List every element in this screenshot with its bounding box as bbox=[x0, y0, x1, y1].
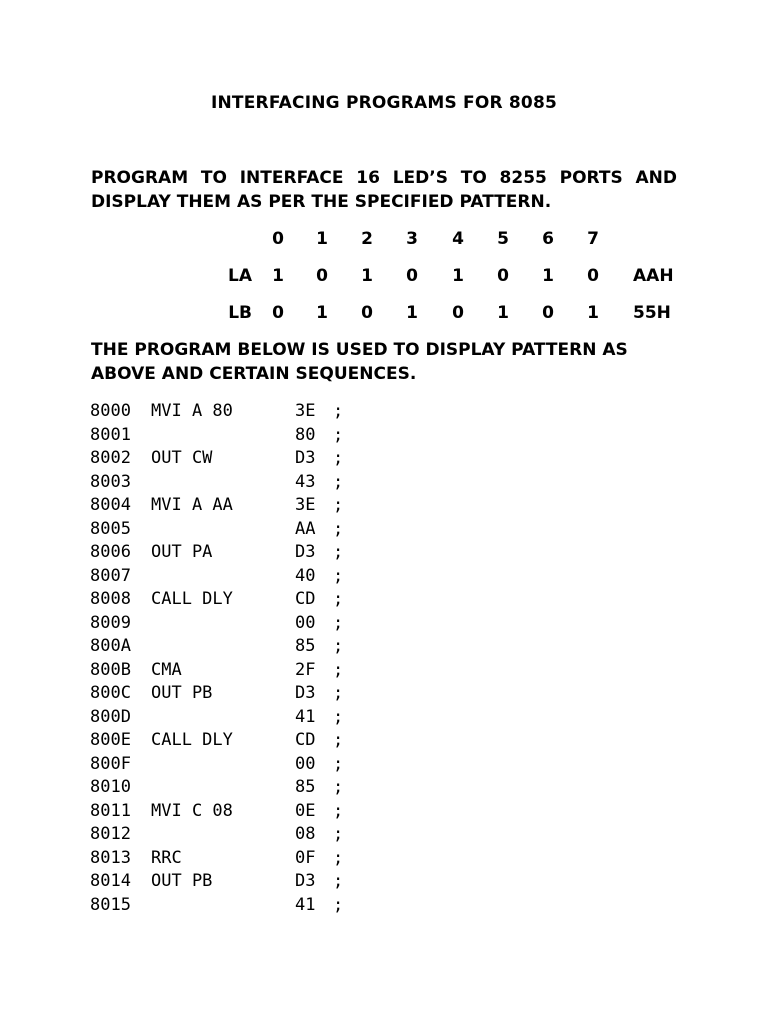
listing-opcode: 3E bbox=[295, 495, 316, 515]
bit-index: 2 bbox=[361, 229, 373, 249]
bit-value: 1 bbox=[497, 303, 509, 323]
listing-comment: ; bbox=[333, 542, 344, 562]
listing-comment: ; bbox=[333, 730, 344, 750]
listing-comment: ; bbox=[333, 401, 344, 421]
listing-address: 8000 bbox=[90, 401, 131, 421]
bit-value: 1 bbox=[406, 303, 418, 323]
listing-instruction: MVI C 08 bbox=[151, 800, 233, 821]
intro-line-1: PROGRAM TO INTERFACE 16 LED’S TO 8255 PORTS AND bbox=[91, 168, 677, 188]
intro-line-2: DISPLAY THEM AS PER THE SPECIFIED PATTERN. bbox=[91, 192, 552, 212]
listing-opcode: 41 bbox=[295, 894, 316, 915]
listing-comment: ; bbox=[333, 518, 344, 539]
listing-address: 8005 bbox=[90, 518, 131, 539]
listing-comment: ; bbox=[333, 471, 344, 492]
listing-instruction: CMA bbox=[151, 659, 182, 680]
bit-value: 0 bbox=[542, 303, 554, 323]
listing-comment: ; bbox=[333, 565, 344, 586]
listing-opcode: 43 bbox=[295, 471, 316, 492]
bit-value: 1 bbox=[316, 303, 328, 323]
listing-comment: ; bbox=[333, 589, 344, 609]
bit-value: 0 bbox=[316, 266, 328, 286]
listing-instruction: OUT PA bbox=[151, 542, 213, 562]
listing-instruction: CALL DLY bbox=[151, 730, 233, 750]
listing-instruction: OUT PB bbox=[151, 871, 213, 891]
listing-address: 8011 bbox=[90, 800, 131, 821]
listing-comment: ; bbox=[333, 448, 344, 468]
listing-opcode: 08 bbox=[295, 824, 316, 844]
intro-paragraph bbox=[91, 166, 677, 214]
description-line-2: ABOVE AND CERTAIN SEQUENCES. bbox=[91, 364, 417, 384]
listing-comment: ; bbox=[333, 424, 344, 445]
listing-opcode: 0E bbox=[295, 800, 316, 821]
listing-opcode: 40 bbox=[295, 565, 316, 586]
row-hex-value: 55H bbox=[633, 303, 671, 323]
listing-opcode: D3 bbox=[295, 542, 316, 562]
listing-instruction: RRC bbox=[151, 847, 182, 868]
pattern-row-lb bbox=[0, 303, 768, 327]
listing-opcode: 00 bbox=[295, 753, 316, 774]
bit-index: 4 bbox=[452, 229, 464, 249]
row-label: LA bbox=[228, 266, 252, 286]
listing-address: 800C bbox=[90, 683, 131, 703]
listing-opcode: 85 bbox=[295, 636, 316, 656]
listing-address: 8012 bbox=[90, 824, 131, 844]
bit-value: 1 bbox=[272, 266, 284, 286]
bit-value: 0 bbox=[406, 266, 418, 286]
bit-value: 0 bbox=[587, 266, 599, 286]
listing-comment: ; bbox=[333, 706, 344, 727]
bit-value: 1 bbox=[361, 266, 373, 286]
listing-address: 800B bbox=[90, 659, 131, 680]
listing-opcode: 00 bbox=[295, 612, 316, 633]
listing-opcode: 41 bbox=[295, 706, 316, 727]
listing-address: 8001 bbox=[90, 424, 131, 445]
listing-address: 800F bbox=[90, 753, 131, 774]
listing-comment: ; bbox=[333, 753, 344, 774]
listing-address: 800A bbox=[90, 636, 131, 656]
listing-comment: ; bbox=[333, 612, 344, 633]
description-paragraph bbox=[91, 338, 677, 386]
listing-instruction: MVI A 80 bbox=[151, 401, 233, 421]
listing-address: 8004 bbox=[90, 495, 131, 515]
listing-instruction: OUT CW bbox=[151, 448, 213, 468]
listing-opcode: 2F bbox=[295, 659, 316, 680]
listing-opcode: 3E bbox=[295, 401, 316, 421]
listing-comment: ; bbox=[333, 847, 344, 868]
bit-value: 1 bbox=[542, 266, 554, 286]
listing-instruction: OUT PB bbox=[151, 683, 213, 703]
listing-address: 800D bbox=[90, 706, 131, 727]
listing-opcode: 0F bbox=[295, 847, 316, 868]
row-hex-value: AAH bbox=[633, 266, 674, 286]
bit-value: 1 bbox=[587, 303, 599, 323]
bit-value: 1 bbox=[452, 266, 464, 286]
bit-value: 0 bbox=[497, 266, 509, 286]
listing-comment: ; bbox=[333, 636, 344, 656]
bit-index: 6 bbox=[542, 229, 554, 249]
listing-instruction: MVI A AA bbox=[151, 495, 233, 515]
listing-comment: ; bbox=[333, 800, 344, 821]
listing-comment: ; bbox=[333, 777, 344, 797]
listing-address: 8015 bbox=[90, 894, 131, 915]
listing-opcode: 85 bbox=[295, 777, 316, 797]
bit-value: 0 bbox=[452, 303, 464, 323]
document-title: INTERFACING PROGRAMS FOR 8085 bbox=[210, 93, 558, 113]
listing-address: 8010 bbox=[90, 777, 131, 797]
listing-address: 8006 bbox=[90, 542, 131, 562]
listing-opcode: AA bbox=[295, 518, 316, 539]
description-line-1: THE PROGRAM BELOW IS USED TO DISPLAY PATTERN AS bbox=[91, 340, 628, 360]
listing-opcode: CD bbox=[295, 730, 316, 750]
listing-opcode: 80 bbox=[295, 424, 316, 445]
bit-value: 0 bbox=[361, 303, 373, 323]
listing-opcode: D3 bbox=[295, 871, 316, 891]
listing-comment: ; bbox=[333, 824, 344, 844]
listing-comment: ; bbox=[333, 894, 344, 915]
listing-address: 8007 bbox=[90, 565, 131, 586]
listing-address: 8014 bbox=[90, 871, 131, 891]
listing-instruction: CALL DLY bbox=[151, 589, 233, 609]
listing-comment: ; bbox=[333, 495, 344, 515]
pattern-row-la bbox=[0, 266, 768, 290]
listing-address: 800E bbox=[90, 730, 131, 750]
pattern-header-row bbox=[0, 229, 768, 253]
listing-opcode: D3 bbox=[295, 448, 316, 468]
bit-index: 3 bbox=[406, 229, 418, 249]
bit-value: 0 bbox=[272, 303, 284, 323]
listing-opcode: D3 bbox=[295, 683, 316, 703]
row-label: LB bbox=[228, 303, 252, 323]
bit-index: 7 bbox=[587, 229, 599, 249]
bit-index: 1 bbox=[316, 229, 328, 249]
listing-comment: ; bbox=[333, 659, 344, 680]
listing-address: 8002 bbox=[90, 448, 131, 468]
bit-index: 5 bbox=[497, 229, 509, 249]
bit-index: 0 bbox=[272, 229, 284, 249]
listing-opcode: CD bbox=[295, 589, 316, 609]
listing-address: 8003 bbox=[90, 471, 131, 492]
listing-comment: ; bbox=[333, 683, 344, 703]
listing-address: 8013 bbox=[90, 847, 131, 868]
listing-comment: ; bbox=[333, 871, 344, 891]
listing-address: 8009 bbox=[90, 612, 131, 633]
listing-address: 8008 bbox=[90, 589, 131, 609]
